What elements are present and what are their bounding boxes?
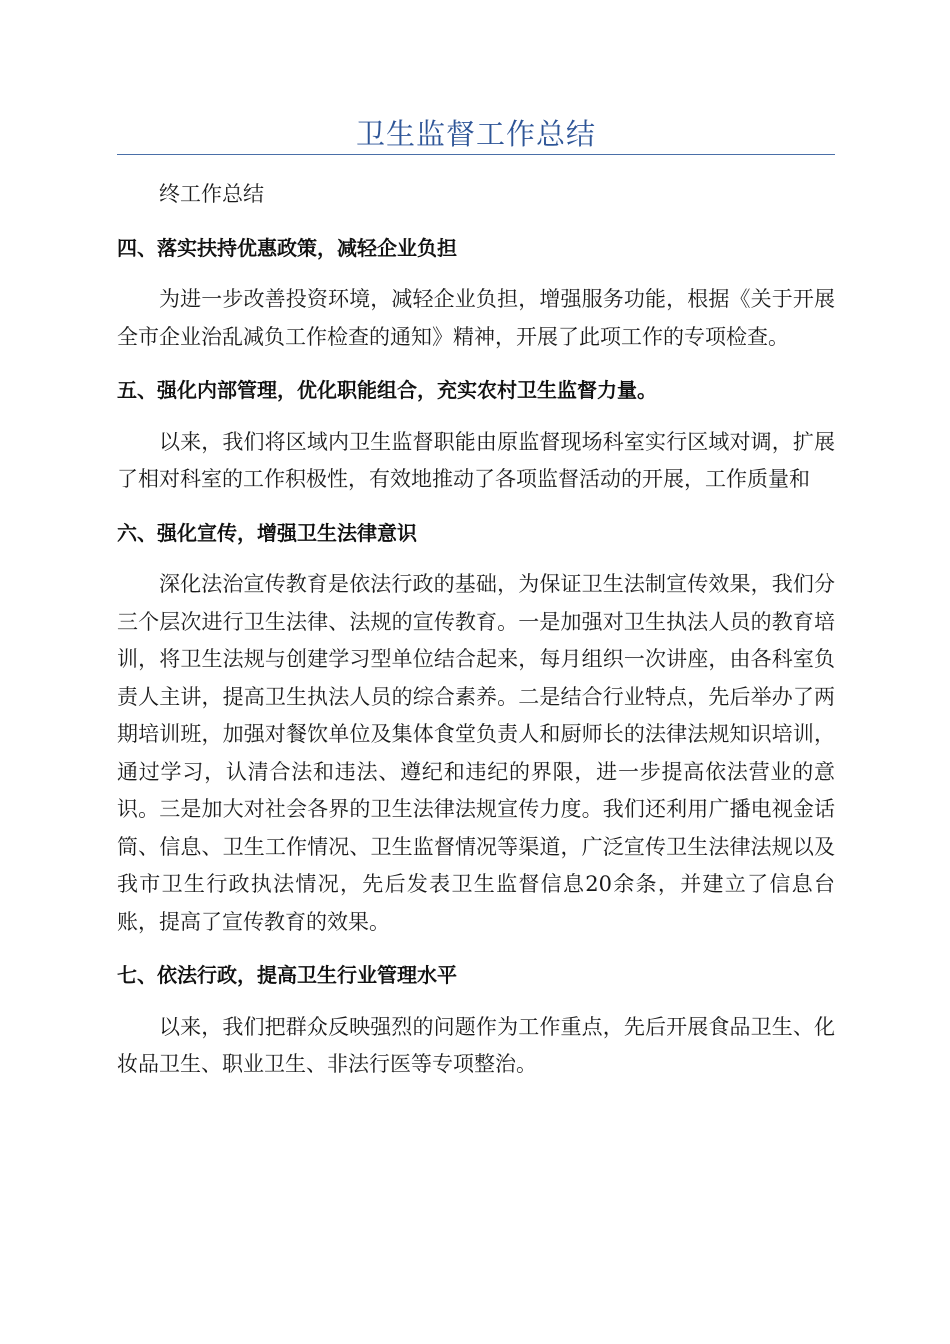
section-body-4: 为进一步改善投资环境，减轻企业负担，增强服务功能，根据《关于开展全市企业治乱减负工作检查的通知》精神，开展了此项工作的专项检查。 bbox=[117, 287, 835, 349]
section-heading-4: 四、落实扶持优惠政策，减轻企业负担 bbox=[117, 235, 457, 260]
section-heading-7: 七、依法行政，提高卫生行业管理水平 bbox=[117, 963, 457, 987]
document-title: 卫生监督工作总结 bbox=[355, 117, 596, 151]
title-underline bbox=[117, 154, 835, 155]
section-body-6: 深化法治宣传教育是依法行政的基础，为保证卫生法制宣传效果，我们分三个层次进行卫生法律、法规的宣传教育。一是加强对卫生执法人员的教育培训，将卫生法规与创建学习型单位结合起来，每月组织一次讲座，由各科室负责人主讲，提高卫生执法人员的综合素养。二是结合行业特点，先后举办了两期培训班，加强对餐饮单位及集体食堂负责人和厨师长的法律法规知识培训，通过学习，认清合法和违法、遵纪和违纪的界限，进一步提高依法营业的意识。三是加大对社会各界的卫生法律法规宣传力度。我们还利用广播电视金话筒、信息、卫生工作情况、卫生监督情况等渠道，广泛宣传卫生法律法规以及我市卫生行政执法情况，先后发表卫生监督信息20余条，并建立了信息台账，提高了宣传教育的效果。 bbox=[117, 572, 835, 934]
section-heading-5: 五、强化内部管理，优化职能组合，充实农村卫生监督力量。 bbox=[117, 378, 657, 402]
intro-paragraph: 终工作总结 bbox=[159, 182, 264, 206]
section-body-5: 以来，我们将区域内卫生监督职能由原监督现场科室实行区域对调，扩展了相对科室的工作积极性，有效地推动了各项监督活动的开展，工作质量和 bbox=[117, 429, 835, 491]
document-page bbox=[117, 0, 835, 1084]
section-body-7: 以来，我们把群众反映强烈的问题作为工作重点，先后开展食品卫生、化妆品卫生、职业卫生、非法行医等专项整治。 bbox=[117, 1014, 835, 1076]
section-heading-6: 六、强化宣传，增强卫生法律意识 bbox=[117, 520, 417, 545]
